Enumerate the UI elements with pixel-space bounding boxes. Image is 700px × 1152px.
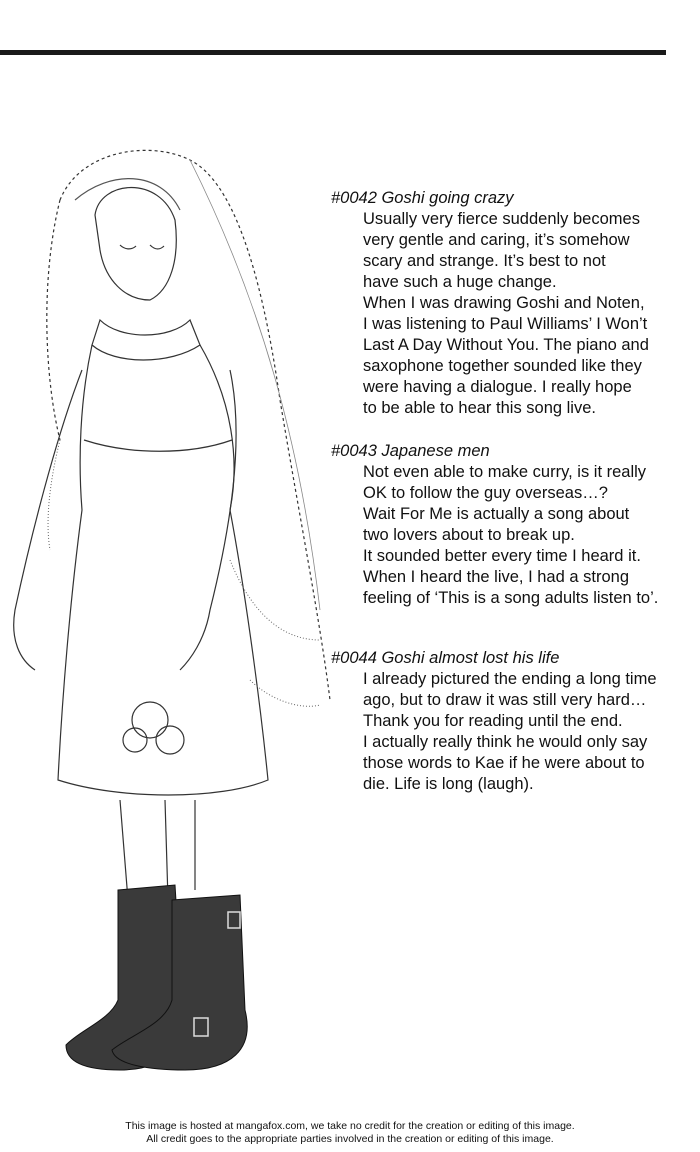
hosting-credit-footer xyxy=(0,1120,700,1146)
note-line: I already pictured the ending a long time xyxy=(363,670,657,688)
note-line: very gentle and caring, it’s somehow xyxy=(363,231,630,249)
note-line: those words to Kae if he were about to xyxy=(363,754,645,772)
note-line: Thank you for reading until the end. xyxy=(363,712,623,730)
author-notes xyxy=(331,188,693,817)
footer-line: All credit goes to the appropriate parties involved in the creation or editing of this image. xyxy=(146,1133,554,1145)
note-line: were having a dialogue. I really hope xyxy=(363,378,632,396)
girl-in-veil-illustration xyxy=(0,140,340,1100)
note-line: Not even able to make curry, is it really xyxy=(363,463,647,481)
note-line: saxophone together sounded like they xyxy=(363,357,642,375)
note-line: ago, but to draw it was still very hard… xyxy=(363,691,647,709)
top-rule xyxy=(0,50,666,55)
note-line: scary and strange. It’s best to not xyxy=(363,252,606,270)
note-0044 xyxy=(331,648,693,795)
note-line: I was listening to Paul Williams’ I Won’t xyxy=(363,315,648,333)
note-line: Wait For Me is actually a song about xyxy=(363,505,630,523)
note-line: to be able to hear this song live. xyxy=(363,399,596,417)
note-title: #0043 Japanese men xyxy=(331,442,490,460)
note-line: feeling of ‘This is a song adults listen to’. xyxy=(363,589,659,607)
note-0042 xyxy=(331,188,693,419)
note-line: It sounded better every time I heard it. xyxy=(363,547,641,565)
note-line: Usually very fierce suddenly becomes xyxy=(363,210,640,228)
note-line: When I was drawing Goshi and Noten, xyxy=(363,294,645,312)
footer-line: This image is hosted at mangafox.com, we take no credit for the creation or editing of this image. xyxy=(125,1120,575,1132)
note-title: #0044 Goshi almost lost his life xyxy=(331,649,560,667)
note-0043 xyxy=(331,441,693,609)
note-line: OK to follow the guy overseas…? xyxy=(363,484,608,502)
note-line: Last A Day Without You. The piano and xyxy=(363,336,649,354)
note-line: two lovers about to break up. xyxy=(363,526,575,544)
note-line: When I heard the live, I had a strong xyxy=(363,568,629,586)
note-title: #0042 Goshi going crazy xyxy=(331,189,514,207)
note-line: have such a huge change. xyxy=(363,273,557,291)
note-line: die. Life is long (laugh). xyxy=(363,775,534,793)
note-line: I actually really think he would only say xyxy=(363,733,648,751)
